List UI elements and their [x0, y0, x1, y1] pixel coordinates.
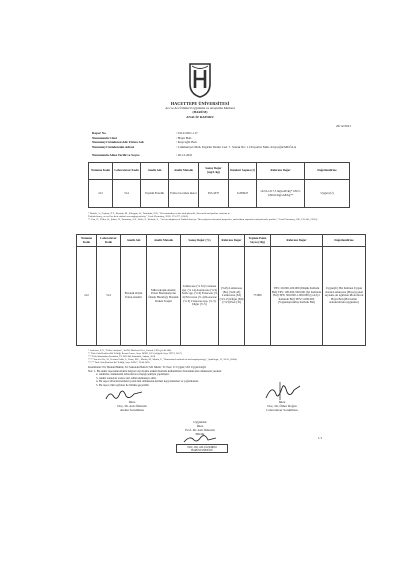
- t1-header-reference: Referans Değer: [257, 163, 305, 180]
- t2-header-reference: Referans Değer: [219, 235, 245, 247]
- left-sign-role: Analiz Sorumlusu: [120, 408, 144, 412]
- university-name: HACETTEPE ÜNİVERSİTESİ: [170, 101, 230, 106]
- info-value-address: : Cumhuriyet Mah. Ergirler Deniz Cad. 7. Sokak No: 11/Toparlar Mah. Köyceğiz/MUĞLA: [176, 144, 297, 149]
- footnote-2-2: ** Türk Gıda Kodeksi Bal Tebliği, Resmi Gazete, Sayı: 28969, 2011 (değişik: Sayı: 29971, 2017).: [88, 352, 183, 355]
- pollen-results-table: [76, 234, 366, 346]
- t2-header-sample-code: Numune Kodu: [77, 235, 97, 247]
- stamp-line-2: HARÜM MÜDÜRÜ: [191, 448, 213, 452]
- footnote-2-4: **** Von der Ohe, W., Persano Oddo, L., Piana, M.L., Morlot, M., Martin, P., "Harmonized methods of melissopalynology", Apidologie, 35, 18-25, (2004).: [88, 358, 238, 361]
- phenolic-results-table: [88, 162, 350, 208]
- t1-header-analysis: Analiz Adı: [141, 163, 169, 180]
- left-sign-label: İmza: [128, 400, 136, 404]
- approval-label: Uygundur: [193, 420, 207, 424]
- t2-result: Lamiaceae (% 52) Castanea spp. (% 14) Asteraceae (% 9) Salix spp. (% 6) Fabaceae (% 4) Ericaceae (% 4) Rosaceae (% 3) Cistaceae spp. (% 3) Diğer (% 5): [181, 247, 219, 346]
- note-2: 2- Analizler, numunenin laboratuvara ulaştığı şekliyle yapılmıştır.: [96, 373, 170, 377]
- footnote-2-3: *** Türk Standartları Enstitüsü, TS 3036 Bal Standardı, Ankara, 2010.: [88, 355, 156, 358]
- right-sign-role: Laboratuvar Sorumlusu: [266, 408, 298, 412]
- t2-evaluation: Uygun(U) Bal Kalitesi Uygun olarak Lamiaceae (Hayıt) polen sayısına ait ağırlıkta Monofloral Hayıt Balı (Bal kalite standartlarına uygundur): [323, 247, 366, 346]
- t1-header-evaluation: Değerlendirme: [305, 163, 350, 180]
- t2-header-pollen-count: Toplam Polen Sayısı (10g): [245, 235, 271, 247]
- info-value-sender: : Köyceğiz Balı: [176, 140, 197, 144]
- footnote-2-5: ***** Türk Gıda Kodeksi Bal Tebliği, Sayı: 2020/7, 22.04.2020.: [88, 361, 151, 364]
- note-5: 5- Bu rapor; tüm sayfaları ile birlikte geçerlidir.: [96, 383, 150, 387]
- t1-sample-code: 212: [89, 180, 113, 208]
- footnote-1-2: Turkish honey, as well as their radical scavenging activity", Food Chemistry, 2022; 375-377. (2005).: [88, 215, 189, 219]
- t1-header-method: Analiz Metodu: [169, 163, 199, 180]
- t2-sample-code: 212: [77, 247, 97, 346]
- info-value-sample-type: : Hayıt Balı: [176, 135, 192, 140]
- t1-reference: 122,9-1217,5 mgGAE/kg* 180,5-1290,6 mgGAE/kg**: [257, 180, 305, 208]
- approval-sign-label: İmza: [196, 424, 204, 428]
- t1-lab-code: 514: [113, 180, 141, 208]
- t1-header-sample-code: Numune Kodu: [89, 163, 113, 180]
- t2-header-method: Analiz Metodu: [147, 235, 181, 247]
- official-stamp: [176, 444, 228, 453]
- center-name: Arı ve Arı Ürünleri Uygulama ve Araştırma Merkezi: [165, 106, 235, 110]
- report-date: 29/12/2021: [336, 124, 352, 128]
- t2-lab-code: 514: [97, 247, 121, 346]
- t1-header-result: Sonuç Değer (mg/L/kg): [199, 163, 229, 180]
- info-label-sample-type: Numunenin Cinsi: [92, 135, 117, 140]
- info-label-sender: Numuneyi Gönderen Adı/ Firma Adı: [92, 140, 144, 144]
- note-3: 3- Analiz sonuçları sadece test edilen numuneye aittir.: [96, 376, 157, 380]
- report-title: ANALİZ RAPORU: [186, 114, 214, 119]
- t2-count-reference: TPS: 20.000-100.000 (Düşük Kalbahı Bal) TPS: 100.000-500.000 (İyi Kalitede Bal) TPS: 500.000-1.000.000 (Çok İyi Kalitede Bal) TPS>1.000.000 (Yoğunlaştırılmış Kalbahı Bal): [271, 247, 323, 346]
- t2-header-analysis: Analiz Adı: [121, 235, 147, 247]
- t2-header-count-reference: Referans Değer: [271, 235, 323, 247]
- info-label-date: Numunenin Alma Tarihi ve Sayısı: [92, 153, 140, 157]
- right-sign-label: İmza: [278, 400, 286, 404]
- note-4: 4- Bu rapor laboratuvarımızın yazılı izni olmaksızın kısmen kopyalanamaz ve çoğaltılamaz.: [96, 380, 199, 384]
- stamp-line-1: DOÇ. DR. ASLI ÖZKIRIM: [187, 445, 217, 449]
- right-signature: [262, 380, 302, 402]
- note-abbreviations: Kısaltmalar: En: Baskın/Hakim; Sd: Sekonder/İkincil; Mi: Minör; Tr: Eser; U: Uygun; UD: Uygun Değil.: [88, 366, 207, 369]
- t2-pollen-count: 73 800: [245, 247, 271, 346]
- info-label-report-no: Rapor No: [92, 131, 106, 135]
- footnotes-1: [88, 212, 350, 222]
- t1-header-lab-code: Laboratuvar Kodu: [113, 163, 141, 180]
- t2-header-evaluation: Değerlendirme: [323, 235, 366, 247]
- right-sign-name: Doç. Dr. Ömer Doğan: [267, 404, 297, 408]
- info-label-address: Numuneyi Gönderenin Adresi: [92, 144, 135, 149]
- footnote-2-1: * Andersen, E.V., "Pollen Analysis", 3rd Ed. Blackwell Sci., Oxford, 1991 (p.146-148).: [88, 349, 172, 352]
- t1-analysis: Toplam Fenolik: [141, 180, 169, 208]
- approval-name: Prof. Dr. Aslı Özkırım: [185, 428, 215, 432]
- t1-std: 0.209947: [229, 180, 257, 208]
- info-value-date: : 20.12.2021: [176, 153, 193, 157]
- left-sign-name: Doç. Dr. Aslı Özkırım: [117, 404, 147, 408]
- info-value-report-no: : 0112/2021-117: [176, 131, 198, 135]
- approval-role: Müdür: [195, 432, 205, 436]
- note-1: Not: 1- Bu analiz raporunun Kalite belgesi veya Kalite etiketi üzerinde kullanılması; Kurumun izni olmaksızın yasaktır.: [88, 369, 222, 373]
- footnote-1-3: ** Can, Z., Yıldız, O., Şahin, H., Turumtay, A.E., Silici, S., Kolaylı, S., "An investigation of Turkish honeys: Their physico-chemical properties, antioxidant capacities and phenolic profiles", Food Chemistry, 180, 133-141, (2015).: [88, 218, 318, 222]
- t1-evaluation: Uygun (U): [305, 180, 350, 208]
- university-logo: [184, 62, 216, 98]
- t2-analysis: Botanik Orijin Polen Analizi: [121, 247, 147, 346]
- t2-header-result: Sonuç Değer (%): [181, 235, 219, 247]
- footnotes-2: [88, 349, 350, 364]
- t1-result: 653.4337: [199, 180, 229, 208]
- t2-reference: (%45) Lamiaceae (En) (%20-45) Lamiaceae (Sd) (%3-15) Diğer (Mi) (<%3) Eser (Tr): [219, 247, 245, 346]
- report-notes: [88, 366, 350, 388]
- center-acronym: (HARÜM): [192, 110, 208, 114]
- t1-header-std: Standart Sapma (±): [229, 163, 257, 180]
- t2-header-lab-code: Laboratuvar Kodu: [97, 235, 121, 247]
- approval-signature: [182, 434, 218, 444]
- page-number: 1/1: [318, 436, 323, 440]
- footnote-1-1: * Öztürk, A., Coşkun, Z.T., Kurtulu, M., Kılıçgün, O., Tanrıkulu, S.Ö., "Determination of the total phenolic, flavonoid and proline contents in: [88, 212, 230, 215]
- t2-method: Mikroskopik Analiz; Polen Ekstraksiyonu Örnek Hazırlığı; Botanik Köken Tespiti: [147, 247, 181, 346]
- t1-method: Folin-Ciocalteu metot: [169, 180, 199, 208]
